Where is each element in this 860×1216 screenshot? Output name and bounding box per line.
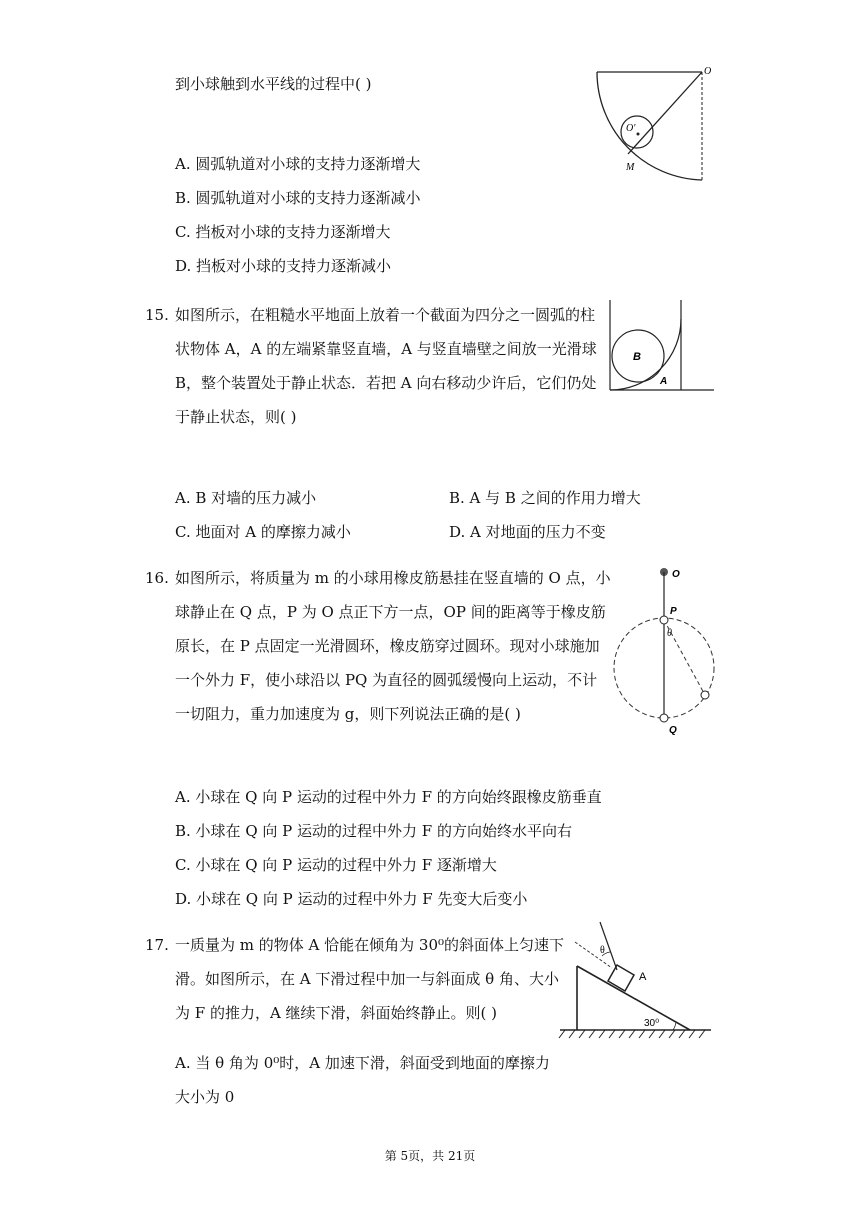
q16-number: 16. (145, 569, 169, 587)
q15-number: 15. (145, 306, 169, 324)
q15-line-1: 如图所示，在粗糙水平地面上放着一个截面为四分之一圆弧的柱 (175, 306, 596, 324)
q15-option-c: C. 地面对 A 的摩擦力减小 (175, 523, 351, 541)
q14-option-d: D. 挡板对小球的支持力逐渐减小 (175, 257, 392, 275)
q16-option-b: B. 小球在 Q 向 P 运动的过程中外力 F 的方向始终水平向右 (175, 822, 572, 840)
q15-label-b: B (633, 351, 641, 363)
q15-option-d: D. A 对地面的压力不变 (449, 523, 606, 541)
q17-label-a: A (639, 971, 647, 983)
q16-line-3: 原长，在 P 点固定一光滑圆环，橡皮筋穿过圆环。现对小球施加 (175, 637, 600, 655)
q16-option-a: A. 小球在 Q 向 P 运动的过程中外力 F 的方向始终跟橡皮筋垂直 (175, 788, 602, 806)
q14-label-m: M (626, 162, 635, 173)
q15-option-a: A. B 对墙的压力减小 (175, 489, 317, 507)
q16-figure (608, 560, 720, 740)
q14-option-a: A. 圆弧轨道对小球的支持力逐渐增大 (175, 155, 421, 173)
q17-label-30: 30⁰ (644, 1018, 660, 1029)
q14-stem-tail: 到小球触到水平线的过程中( ) (175, 75, 372, 93)
q16-line-1: 如图所示，将质量为 m 的小球用橡皮筋悬挂在竖直墙的 O 点，小 (175, 569, 611, 587)
q15-line-2: 状物体 A，A 的左端紧靠竖直墙，A 与竖直墙壁之间放一光滑球 (175, 340, 597, 358)
page-footer: 第 5页，共 21页 (384, 1149, 476, 1163)
q16-option-c: C. 小球在 Q 向 P 运动的过程中外力 F 逐渐增大 (175, 856, 497, 874)
q17-option-a: A. 当 θ 角为 0⁰时，A 加速下滑，斜面受到地面的摩擦力 (175, 1054, 550, 1072)
q15-line-3: B，整个装置处于静止状态．若把 A 向右移动少许后，它们仍处 (175, 374, 597, 392)
q15-figure (608, 298, 718, 396)
q17-line-1: 一质量为 m 的物体 A 恰能在倾角为 30⁰的斜面体上匀速下 (175, 936, 564, 954)
q17-line-2: 滑。如图所示，在 A 下滑过程中加一与斜面成 θ 角、大小 (175, 970, 559, 988)
q16-line-4: 一个外力 F，使小球沿以 PQ 为直径的圆弧缓慢向上运动，不计 (175, 671, 598, 689)
q17-figure (555, 918, 715, 1044)
q14-label-o: O (704, 66, 712, 77)
q15-option-b: B. A 与 B 之间的作用力增大 (449, 489, 641, 507)
q16-label-o: O (672, 569, 680, 580)
q15-line-4: 于静止状态，则( ) (175, 408, 297, 426)
q14-option-b: B. 圆弧轨道对小球的支持力逐渐减小 (175, 189, 421, 207)
q16-label-theta: θ (667, 628, 672, 639)
q14-option-c: C. 挡板对小球的支持力逐渐增大 (175, 223, 391, 241)
q16-label-p: P (670, 606, 677, 617)
q17-label-theta: θ (600, 945, 605, 956)
q14-figure (590, 62, 720, 187)
q14-label-o-prime: O′ (626, 123, 636, 134)
q16-line-2: 球静止在 Q 点，P 为 O 点正下方一点，OP 间的距离等于橡皮筋 (175, 603, 606, 621)
q17-number: 17. (145, 936, 169, 954)
q17-line-3: 为 F 的推力，A 继续下滑，斜面始终静止。则( ) (175, 1004, 498, 1022)
q16-label-q: Q (669, 725, 677, 736)
q16-option-d: D. 小球在 Q 向 P 运动的过程中外力 F 先变大后变小 (175, 890, 528, 908)
q15-label-a: A (660, 376, 668, 387)
q17-option-a-cont: 大小为 0 (175, 1088, 235, 1106)
q16-line-5: 一切阻力，重力加速度为 g，则下列说法正确的是( ) (175, 705, 521, 723)
